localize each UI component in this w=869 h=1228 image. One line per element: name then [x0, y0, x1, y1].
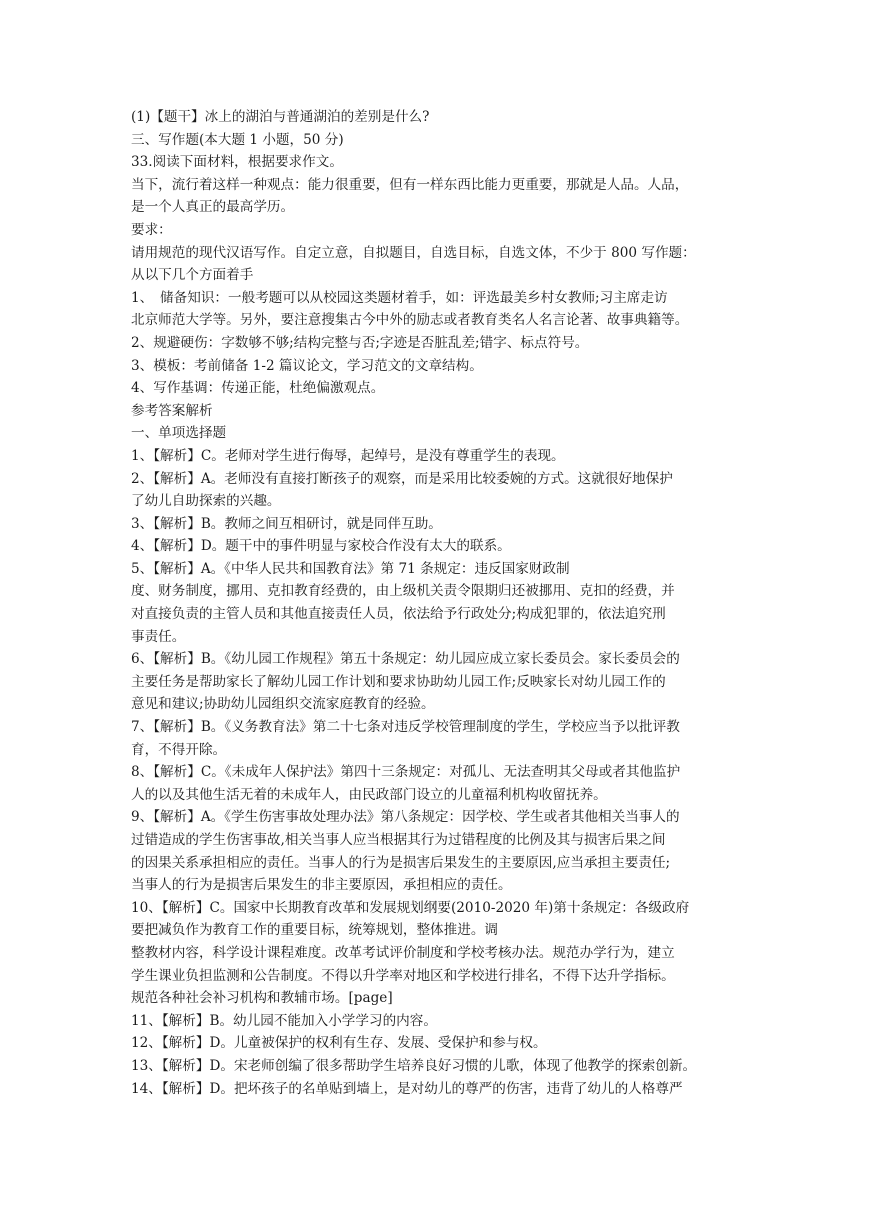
- text-line: 3、模板：考前储备 1-2 篇议论文，学习范文的文章结构。: [131, 357, 483, 374]
- text-line: 要求：: [131, 221, 172, 238]
- text-line: 1、 储备知识：一般考题可以从校园这类题材着手，如：评选最美乡村女教师;习主席走访: [131, 289, 668, 306]
- section-heading: 三、写作题(本大题 1 小题，50 分): [131, 131, 344, 148]
- text-line: (1)【题干】冰上的湖泊与普通湖泊的差别是什么?: [131, 109, 430, 125]
- text-line: 学生课业负担监测和公告制度。不得以升学率对地区和学校进行排名，不得下达升学指标。: [131, 967, 675, 984]
- text-line: 13、【解析】D。宋老师创编了很多帮助学生培养良好习惯的儿歌，体现了他教学的探索创新。: [131, 1057, 697, 1074]
- document-page: [131, 106, 767, 1100]
- text-line: 33.阅读下面材料，根据要求作文。: [131, 154, 343, 171]
- text-line: 对直接负责的主管人员和其他直接责任人员，依法给予行政处分;构成犯罪的，依法追究刑: [131, 606, 666, 623]
- text-line: 9、【解析】A。《学生伤害事故处理办法》第八条规定：因学校、学生或者其他相关当事人的: [131, 809, 680, 826]
- text-line: 当事人的行为是损害后果发生的非主要原因，承担相应的责任。: [131, 877, 512, 894]
- text-line: 11、【解析】B。幼儿园不能加入小学学习的内容。: [131, 1012, 437, 1029]
- text-line: 要把减负作为教育工作的重要目标，统筹规划，整体推进。调: [131, 922, 499, 939]
- text-line: 请用规范的现代汉语写作。自定立意，自拟题目，自选目标，自选文体，不少于 800 写作题：: [131, 244, 696, 261]
- text-line: 2、【解析】A。老师没有直接打断孩子的观察，而是采用比较委婉的方式。这就很好地保护: [131, 470, 673, 487]
- text-line: 12、【解析】D。儿童被保护的权利有生存、发展、受保护和参与权。: [131, 1035, 547, 1052]
- text-line: 是一个人真正的最高学历。: [131, 199, 295, 216]
- text-line: 2、规避硬伤：字数够不够;结构完整与否;字迹是否脏乱差;错字、标点符号。: [131, 334, 589, 351]
- text-line: 育，不得开除。: [131, 741, 227, 758]
- section-heading: 参考答案解析: [131, 402, 213, 419]
- text-line: 事责任。: [131, 628, 186, 645]
- text-line: 度、财务制度，挪用、克扣教育经费的，由上级机关责令限期归还被挪用、克扣的经费，并: [131, 583, 675, 600]
- text-line: 意见和建议;协助幼儿园组织交流家庭教育的经验。: [131, 696, 435, 713]
- text-line: 4、【解析】D。题干中的事件明显与家校合作没有太大的联系。: [131, 538, 511, 555]
- text-line: 北京师范大学等。另外，要注意搜集古今中外的励志或者教育类名人名言论著、故事典籍等。: [131, 312, 689, 329]
- text-line: 10、【解析】C。国家中长期教育改革和发展规划纲要(2010-2020 年)第十条规定：各级政府: [131, 899, 690, 916]
- text-line: 3、【解析】B。教师之间互相研讨，就是同伴互助。: [131, 515, 442, 532]
- text-line: 主要任务是帮助家长了解幼儿园工作计划和要求协助幼儿园工作;反映家长对幼儿园工作的: [131, 673, 666, 690]
- text-line: 1、【解析】C。老师对学生进行侮辱，起绰号，是没有尊重学生的表现。: [131, 447, 565, 464]
- text-line: 过错造成的学生伤害事故,相关当事人应当根据其行为过错程度的比例及其与损害后果之间: [131, 832, 666, 848]
- section-heading: 一、单项选择题: [131, 425, 227, 442]
- text-line: 7、【解析】B。《义务教育法》第二十七条对违反学校管理制度的学生，学校应当予以批评教: [131, 719, 680, 736]
- text-line: 整教材内容，科学设计课程难度。改革考试评价制度和学校考核办法。规范办学行为，建立: [131, 944, 675, 961]
- text-line: 当下，流行着这样一种观点：能力很重要，但有一样东西比能力更重要，那就是人品。人品，: [131, 176, 689, 193]
- text-line: 的因果关系承担相应的责任。当事人的行为是损害后果发生的主要原因,应当承担主要责任;: [131, 854, 671, 871]
- text-line: 6、【解析】B。《幼儿园工作规程》第五十条规定：幼儿园应成立家长委员会。家长委员会的: [131, 651, 680, 668]
- text-line: 5、【解析】A。《中华人民共和国教育法》第 71 条规定：违反国家财政制: [131, 560, 570, 577]
- text-line: 规范各种社会补习机构和教辅市场。[page]: [131, 990, 393, 1007]
- text-line: 8、【解析】C。《未成年人保护法》第四十三条规定：对孤儿、无法查明其父母或者其他监护: [131, 764, 681, 781]
- text-line: 人的以及其他生活无着的未成年人，由民政部门设立的儿童福利机构收留抚养。: [131, 786, 607, 803]
- text-line: 4、写作基调：传递正能，杜绝偏激观点。: [131, 380, 385, 397]
- text-line: 了幼儿自助探索的兴趣。: [131, 493, 281, 510]
- text-line: 14、【解析】D。把坏孩子的名单贴到墙上，是对幼儿的尊严的伤害，违背了幼儿的人格尊严: [131, 1080, 683, 1097]
- text-line: 从以下几个方面着手: [131, 267, 254, 284]
